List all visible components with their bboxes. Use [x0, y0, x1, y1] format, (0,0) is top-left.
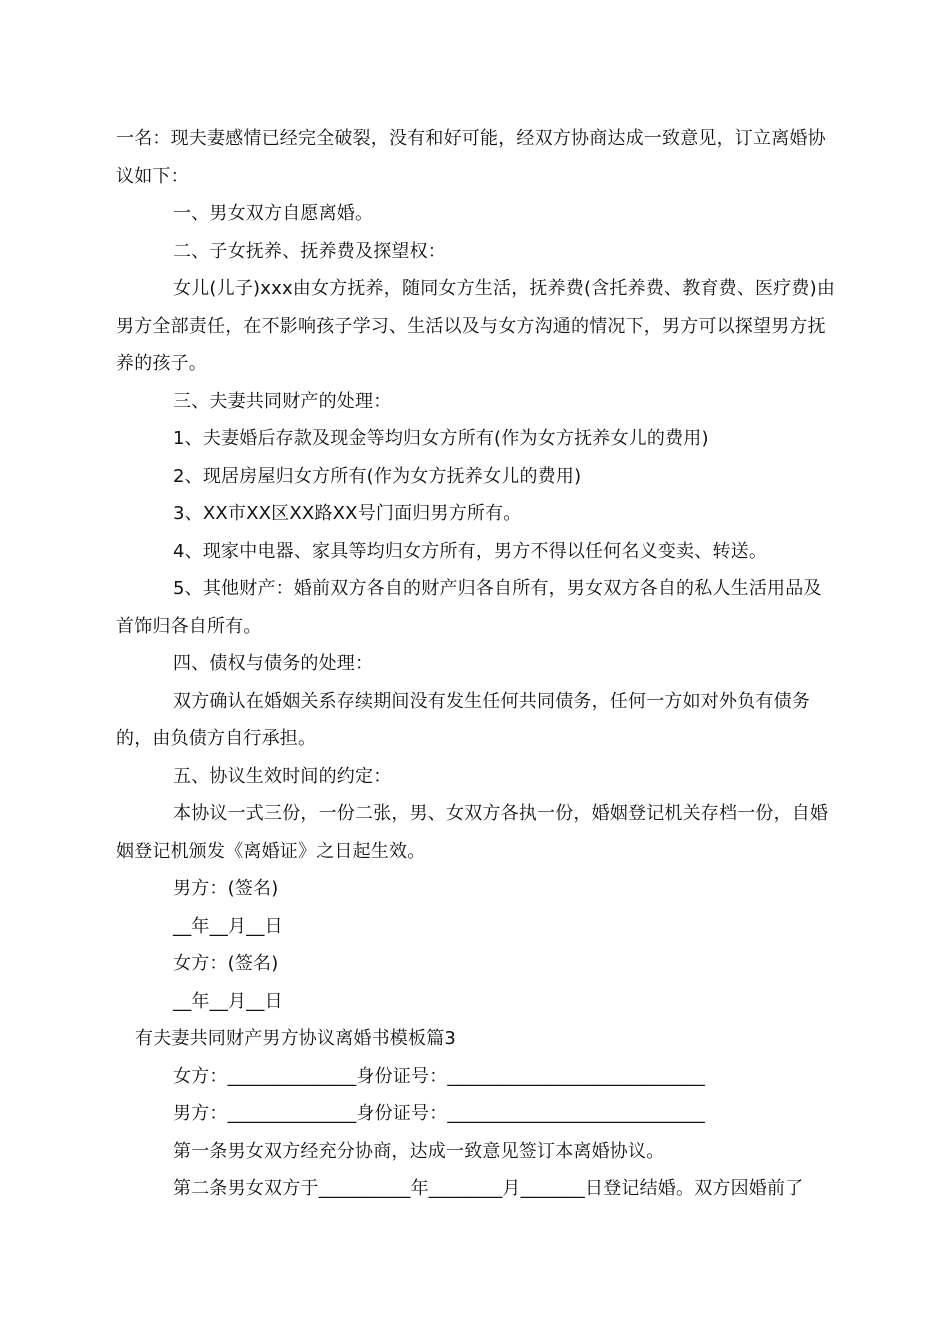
paragraph-custody-detail: 女儿(儿子)xxx由女方抚养，随同女方生活，抚养费(含托养费、教育费、医疗费)由男方全部责任，在不影响孩子学习、生活以及与女方沟通的情况下，男方可以探望男方抚养的孩子。 [116, 278, 836, 374]
paragraph-voluntary-divorce: 一、男女双方自愿离婚。 [173, 203, 374, 224]
signature-male-date: __年__月__日 [173, 915, 283, 937]
paragraph-debt-detail: 双方确认在婚姻关系存续期间没有发生任何共同债务，任何一方如对外负有债务的，由负债方自行承担。 [116, 690, 810, 749]
paragraph-property-item-4: 4、现家中电器、家具等均归女方所有，男方不得以任何名义变卖、转送。 [173, 540, 768, 562]
signature-female: 女方：(签名) [173, 953, 279, 974]
signature-female-date: __年__月__日 [173, 990, 283, 1012]
article-1: 第一条男女双方经充分协商，达成一致意见签订本离婚协议。 [173, 1140, 665, 1162]
article-2: 第二条男女双方于__________年________月_______日登记结婚。双方因婚前了 [173, 1178, 804, 1199]
paragraph-property-item-3: 3、XX市XX区XX路XX号门面归男方所有。 [173, 503, 522, 524]
paragraph-property-item-2: 2、现居房屋归女方所有(作为女方抚养女儿的费用) [173, 465, 582, 487]
paragraph-property-item-1: 1、夫妻婚后存款及现金等均归女方所有(作为女方抚养女儿的费用) [173, 428, 709, 449]
paragraph-intro: 一名：现夫妻感情已经完全破裂，没有和好可能，经双方协商达成一致意见，订立离婚协议如下： [116, 128, 826, 187]
paragraph-custody-heading: 二、子女抚养、抚养费及探望权： [173, 240, 446, 262]
paragraph-property-item-5: 5、其他财产：婚前双方各自的财产归各自所有，男女双方各自的私人生活用品及首饰归各自所有。 [116, 578, 822, 637]
female-id-line: 女方：______________身份证号：____________________________ [173, 1065, 705, 1087]
paragraph-debt-heading: 四、债权与债务的处理： [173, 653, 374, 674]
paragraph-effective-heading: 五、协议生效时间的约定： [173, 765, 392, 787]
paragraph-effective-detail: 本协议一式三份，一份二张，男、女双方各执一份，婚姻登记机关存档一份，自婚姻登记机颁发《离婚证》之日起生效。 [116, 803, 829, 862]
section-title: 有夫妻共同财产男方协议离婚书模板篇3 [135, 1028, 457, 1049]
male-id-line: 男方：______________身份证号：____________________________ [173, 1103, 705, 1124]
signature-male: 男方：(签名) [173, 878, 279, 899]
document-body [116, 120, 836, 1208]
paragraph-property-heading: 三、夫妻共同财产的处理： [173, 390, 392, 412]
